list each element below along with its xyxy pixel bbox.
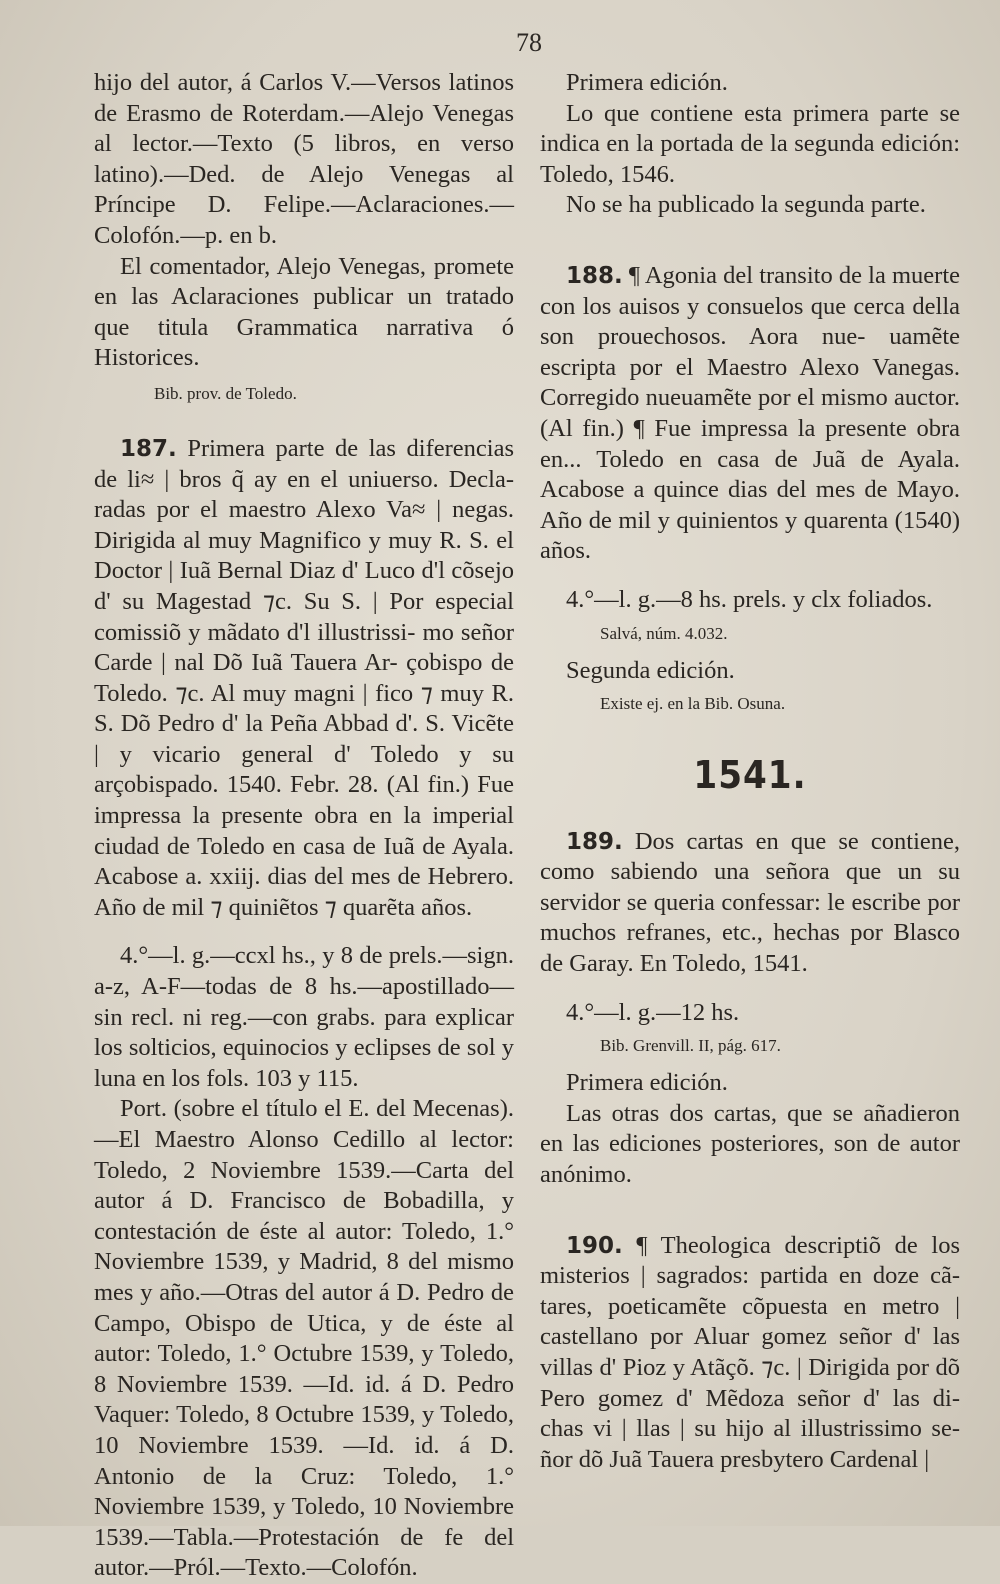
library-reference: Salvá, núm. 4.032.	[600, 623, 728, 643]
entry-187	[94, 434, 514, 924]
paragraph: Lo que contiene esta primera parte se indica en la portada de la segunda edición: Toledo, 1546.	[540, 99, 960, 188]
left-column	[94, 68, 514, 1584]
edition-note: Primera edición.	[566, 1069, 728, 1097]
entry-number: 188.	[566, 262, 623, 289]
entry-text: ¶ Theologica descriptiõ de los misterios | sagrados: partida en doze cã- tares, poeticamẽte cõpuesta en metro | castellano por Aluar gomez señor d' las villas d' Pioz y Atãçõ. ⁊c. | Dirigida por dõ Pero gomez d' Mẽdoza señor d' las di- chas vi | llas | su hijo al illustrissimo se- ñor dõ Juã Tauera presbytero Cardenal |	[540, 1231, 960, 1473]
paragraph: 4.°—l. g.—ccxl hs., y 8 de prels.—sign. a-z, A-F—todas de 8 hs.—apostillado—sin recl. ni reg.—con grabs. para explicar los solticios, equinocios y eclipses de sol y luna en los fols. 103 y 115.	[94, 942, 514, 1092]
paragraph: Las otras dos cartas, que se añadieron en las ediciones posteriores, son de autor anónimo.	[540, 1099, 960, 1189]
entry-number: 189.	[566, 828, 623, 855]
entry-text: ¶ Agonia del transito de la muerte con los auisos y consuelos que cerca della son prouechosos. Aora nue- uamẽte escripta por el Maestro Alexo Vanegas. Corregido nueuamẽte por el mismo auctor. (Al fin.) ¶ Fue impressa la presente obra en... Toledo en casa de Juã de Ayala. Acabose a quince dias del mes de Mayo. Año de mil y quinientos y quarenta (1540) años.	[540, 261, 961, 565]
year-heading: 1541.	[693, 753, 807, 798]
paragraph: No se ha publicado la segunda parte.	[566, 191, 926, 219]
right-column	[540, 68, 960, 1475]
edition-note: Segunda edición.	[566, 656, 735, 684]
paragraph: 4.°—l. g.—8 hs. prels. y clx foliados.	[566, 585, 933, 613]
entry-190	[540, 1231, 960, 1476]
paragraph: 4.°—l. g.—12 hs.	[566, 998, 740, 1026]
page-number: 78	[516, 28, 542, 57]
entry-number: 187.	[120, 435, 177, 462]
paragraph: hijo del autor, á Carlos V.—Versos latinos de Erasmo de Roterdam.—Alejo Venegas al lector.—Texto (5 libros, en verso latino).—Ded. de Alejo Venegas al Príncipe D. Felipe.—Aclaraciones.—Colofón.—p. en b.	[94, 69, 514, 249]
entry-188	[540, 261, 960, 567]
library-reference: Bib. Grenvill. II, pág. 617.	[600, 1036, 781, 1056]
entry-189	[540, 827, 960, 980]
library-reference: Bib. prov. de Toledo.	[154, 383, 297, 403]
entry-text: Primera parte de las diferencias de li≈ | bros q̃ ay en el uniuerso. Decla- radas por el maestro Alexo Va≈ | negas. Dirigida al muy Magnifico y muy R. S. el Doctor | Iuã Bernal Diaz d' Luco d'l cõsejo d' su Magestad ⁊c. Su S. | Por especial comissiõ y mãdato d'l illustrissi- mo señor Carde | nal Dõ Iuã Tauera Ar- çobispo de Toledo. ⁊c. Al muy magni | fico ⁊ muy R. S. Dõ Pedro d' la Peña Abbad d'. S. Vicẽte | y vicario general d' Toledo y su arçobispado. 1540. Febr. 28. (Al fin.) Fue impressa la presente obra en la imperial ciudad de Toledo en casa de Iuã de Ayala. Acabose a. xxiij. dias del mes de Hebrero. Año de mil ⁊ quiniẽtos ⁊ quarẽta años.	[94, 434, 515, 921]
edition-note: Primera edición.	[566, 69, 728, 96]
paragraph: Port. (sobre el título el E. del Mecenas). —El Maestro Alonso Cedillo al lector: Toledo, 2 Noviembre 1539.—Carta del autor á D. Francisco de Bobadilla, y contestación de éste al autor: Toledo, 1.° Noviembre 1539, y Madrid, 8 del mismo mes y año.—Otras del autor á D. Pedro de Campo, Obispo de Utica, y de éste al autor: Toledo, 1.° Octubre 1539, y Toledo, 8 Noviembre 1539. —Id. id. á D. Pedro Vaquer: Toledo, 8 Octubre 1539, y Toledo, 10 Noviembre 1539. —Id. id. á D. Antonio de la Cruz: Toledo, 1.° Noviembre 1539, y Toledo, 10 Noviembre 1539.—Tabla.—Protestación de fe del autor.—Pról.—Texto.—Colofón.	[94, 1095, 514, 1582]
entry-text: Dos cartas en que se contiene, como sabiendo una señora que un su servidor se queria confessar: le escribe por muchos refranes, etc., hechas por Blasco de Garay. En Toledo, 1541.	[540, 827, 960, 978]
library-reference: Existe ej. en la Bib. Osuna.	[600, 694, 786, 714]
paragraph: El comentador, Alejo Venegas, promete en las Aclaraciones publicar un tratado que titula Grammatica narrativa ó Historices.	[94, 252, 514, 372]
entry-number: 190.	[566, 1232, 623, 1259]
